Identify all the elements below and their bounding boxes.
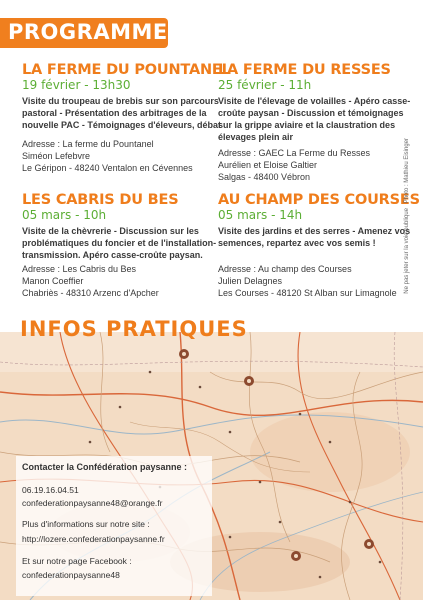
address-line: Salgas - 48400 Vébron (218, 172, 311, 182)
map-marker-icon (364, 539, 374, 549)
event-date: 05 mars - 14h (218, 208, 303, 222)
event-address (218, 263, 420, 299)
website-link[interactable]: http://lozere.confederationpaysanne.fr (22, 534, 165, 544)
desc-line: Visite de l'élevage de volailles - Apéro casse- (218, 96, 411, 106)
legal-notice (404, 208, 412, 318)
desc-line: pastoral - Présentation des arbitrages de la (22, 108, 207, 118)
programme-banner (0, 18, 168, 48)
address-line: Siméon Lefebvre (22, 151, 91, 161)
event-title: LA FERME DU RESSES (218, 62, 391, 78)
desc-line: élevages plein air (218, 132, 294, 142)
email-link[interactable]: confederationpaysanne48@orange.fr (22, 498, 163, 508)
address-line: Aurélien et Eloise Galtier (218, 160, 318, 170)
event-description (22, 225, 216, 261)
event-date: 25 février - 11h (218, 78, 312, 92)
address-line: Le Géripon - 48240 Ventalon en Cévennes (22, 163, 193, 173)
legal-notice-text: Ne pas jeter sur la voie publique (404, 208, 410, 294)
photo-credit-text: Photo : Mathieu Eisinger (404, 138, 410, 204)
address-line: Julien Delagnes (218, 276, 283, 286)
address-line: Chabriès - 48310 Arzenc d'Apcher (22, 288, 159, 298)
event-date: 05 mars - 10h (22, 208, 107, 222)
desc-line: Visite du troupeau de brebis sur son parcours (22, 96, 219, 106)
facebook-link[interactable]: confederationpaysanne48 (22, 570, 120, 580)
phone-number[interactable]: 06.19.16.04.51 (22, 485, 79, 495)
event-address (22, 138, 231, 174)
facebook-label: Et sur notre page Facebook : (22, 556, 132, 566)
programme-title: PROGRAMME (8, 20, 168, 44)
address-line: Adresse : Les Cabris du Bes (22, 264, 137, 274)
desc-line: semences, repartez avec vos semis ! (218, 238, 376, 248)
desc-line: problématiques du foncier et de l'installation- (22, 238, 217, 248)
address-line: Adresse : Au champ des Courses (218, 264, 352, 274)
event-address (218, 147, 410, 183)
event-description (22, 95, 231, 131)
event-description (218, 95, 410, 143)
address-line: Adresse : La ferme du Pountanel (22, 139, 154, 149)
event-address (22, 263, 216, 299)
event-champ-courses (218, 193, 420, 299)
event-title: AU CHAMP DES COURSES (218, 192, 420, 208)
photo-credit (404, 138, 412, 204)
event-title: LES CABRIS DU BES (22, 192, 179, 208)
event-description (218, 225, 420, 249)
desc-line: croûte paysan - Discussion et témoignages (218, 108, 404, 118)
address-line: Manon Coeffier (22, 276, 84, 286)
event-resses (218, 63, 410, 183)
desc-line: transmission. Apéro casse-croûte paysan. (22, 250, 203, 260)
address-line: Les Courses - 48120 St Alban sur Limagnole (218, 288, 397, 298)
event-pountanel (22, 63, 231, 174)
desc-line: Visite de la chèvrerie - Discussion sur les (22, 226, 199, 236)
event-date: 19 février - 13h30 (22, 78, 131, 92)
contact-heading: Contacter la Confédération paysanne : (22, 462, 188, 472)
desc-line: sur la grippe aviaire et la claustration des (218, 120, 396, 130)
infos-title: INFOS PRATIQUES (20, 317, 248, 341)
map-marker-icon (244, 376, 254, 386)
contact-box (16, 456, 212, 596)
desc-line: nouvelle PAC - Témoignages d'éleveurs, débat (22, 120, 222, 130)
more-info-label: Plus d'informations sur notre site : (22, 519, 150, 529)
event-cabris (22, 193, 216, 299)
address-line: Adresse : GAEC La Ferme du Resses (218, 148, 371, 158)
map-marker-icon (291, 551, 301, 561)
desc-line: Visite des jardins et des serres - Amenez vos (218, 226, 411, 236)
event-title: LA FERME DU POUNTANEL (22, 62, 231, 78)
map-marker-icon (179, 349, 189, 359)
